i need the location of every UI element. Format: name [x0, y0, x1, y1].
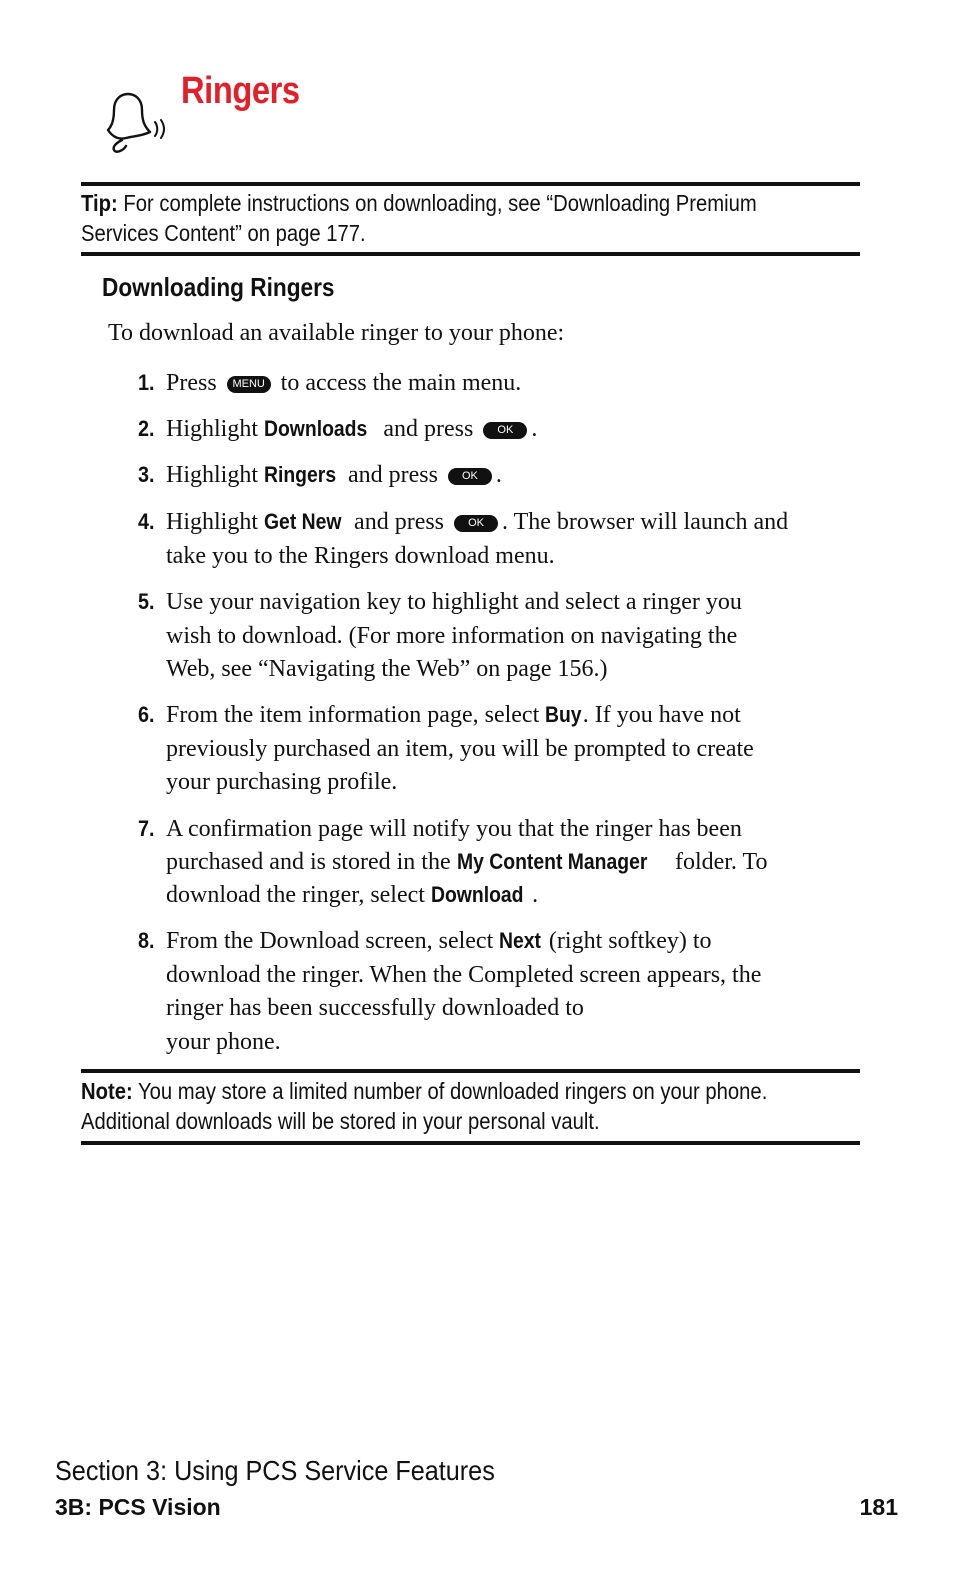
step-1-line-1 [166, 366, 521, 400]
step-6-line-2: previously purchased an item, you will be prompted to create [166, 736, 754, 762]
download-keyword: Download [430, 882, 524, 907]
step-4-text-c: . The browser will launch and [502, 509, 789, 535]
downloads-keyword: Downloads [264, 416, 368, 441]
step-number-1: 1. [138, 370, 155, 395]
step-8-line-1 [166, 924, 712, 958]
ok-key-icon: OK [448, 468, 492, 485]
step-2-text-a: Highlight [166, 416, 259, 442]
note-bottom-rule [81, 1141, 860, 1145]
step-2-text-b: and press [383, 416, 474, 442]
step-number-2: 2. [138, 416, 155, 441]
note-label: Note: [81, 1078, 133, 1104]
ringers-keyword: Ringers [264, 462, 337, 487]
step-4-text-b: and press [354, 509, 445, 535]
tip-top-rule [81, 182, 860, 186]
step-1-text-a: Press [166, 370, 217, 396]
note-text-line-1: You may store a limited number of downloaded ringers on your phone. [137, 1078, 768, 1104]
step-3-text-c: . [495, 462, 502, 488]
get-new-keyword: Get New [264, 509, 342, 534]
step-8-line-3: ringer has been successfully downloaded to [166, 995, 584, 1021]
step-8-line-2: download the ringer. When the Completed screen appears, the [166, 962, 762, 988]
next-keyword: Next [499, 928, 542, 953]
tip-text-line-1: For complete instructions on downloading, see “Downloading Premium [123, 190, 757, 216]
step-3-text-a: Highlight [166, 462, 259, 488]
page-number: 181 [859, 1494, 898, 1520]
step-5-line-2: wish to download. (For more information on navigating the [166, 623, 738, 649]
step-5-line-1: Use your navigation key to highlight and select a ringer you [166, 589, 742, 615]
note-text-line-2: Additional downloads will be stored in your personal vault. [81, 1108, 600, 1134]
step-3-text-b: and press [347, 462, 438, 488]
step-4-line-1 [166, 505, 788, 539]
step-6-line-1 [166, 698, 741, 732]
bell-icon [100, 88, 170, 158]
step-number-8: 8. [138, 928, 155, 953]
tip-text-line-2: Services Content” on page 177. [81, 220, 366, 246]
buy-keyword: Buy [545, 702, 582, 727]
step-7-line-2 [166, 845, 767, 879]
step-5-line-3: Web, see “Navigating the Web” on page 156.) [166, 656, 608, 682]
tip-bottom-rule [81, 252, 860, 256]
step-8-line-4: your phone. [166, 1029, 281, 1055]
step-number-6: 6. [138, 702, 155, 727]
step-7-line-1: A confirmation page will notify you that the ringer has been [166, 816, 742, 842]
menu-key-icon: MENU [227, 376, 271, 393]
my-content-manager-keyword: My Content Manager [456, 849, 647, 874]
step-3-line-1 [166, 458, 502, 492]
tip-box [81, 188, 838, 248]
step-2-text-c: . [531, 416, 538, 442]
step-number-4: 4. [138, 509, 155, 534]
intro-text: To download an available ringer to your phone: [108, 320, 565, 346]
step-2-line-1 [166, 412, 537, 446]
note-top-rule [81, 1069, 860, 1073]
step-6-line-3: your purchasing profile. [166, 769, 398, 795]
step-7-text-c: download the ringer, select [166, 882, 425, 908]
footer-section-title: Section 3: Using PCS Service Features [55, 1455, 495, 1486]
step-number-5: 5. [138, 589, 155, 614]
step-number-3: 3. [138, 462, 155, 487]
step-7-text-b: folder. To [674, 849, 768, 875]
step-4-text-a: Highlight [166, 509, 259, 535]
step-8-text-b: (right softkey) to [548, 928, 712, 954]
step-1-text-b: to access the main menu. [280, 370, 522, 396]
tip-label: Tip: [81, 190, 118, 216]
step-7-text-a: purchased and is stored in the [166, 849, 451, 875]
step-7-text-d: . [532, 882, 539, 908]
step-6-text-a: From the item information page, select [166, 702, 540, 728]
step-8-text-a: From the Download screen, select [166, 928, 494, 954]
ok-key-icon: OK [483, 422, 527, 439]
note-box [81, 1076, 838, 1136]
ok-key-icon: OK [454, 515, 498, 532]
footer-subsection: 3B: PCS Vision [55, 1494, 221, 1520]
step-7-line-3 [166, 878, 538, 912]
step-number-7: 7. [138, 816, 155, 841]
step-4-line-2: take you to the Ringers download menu. [166, 543, 555, 569]
section-heading: Downloading Ringers [102, 272, 335, 302]
page-title: Ringers [181, 70, 300, 112]
step-6-text-b: . If you have not [582, 702, 741, 728]
